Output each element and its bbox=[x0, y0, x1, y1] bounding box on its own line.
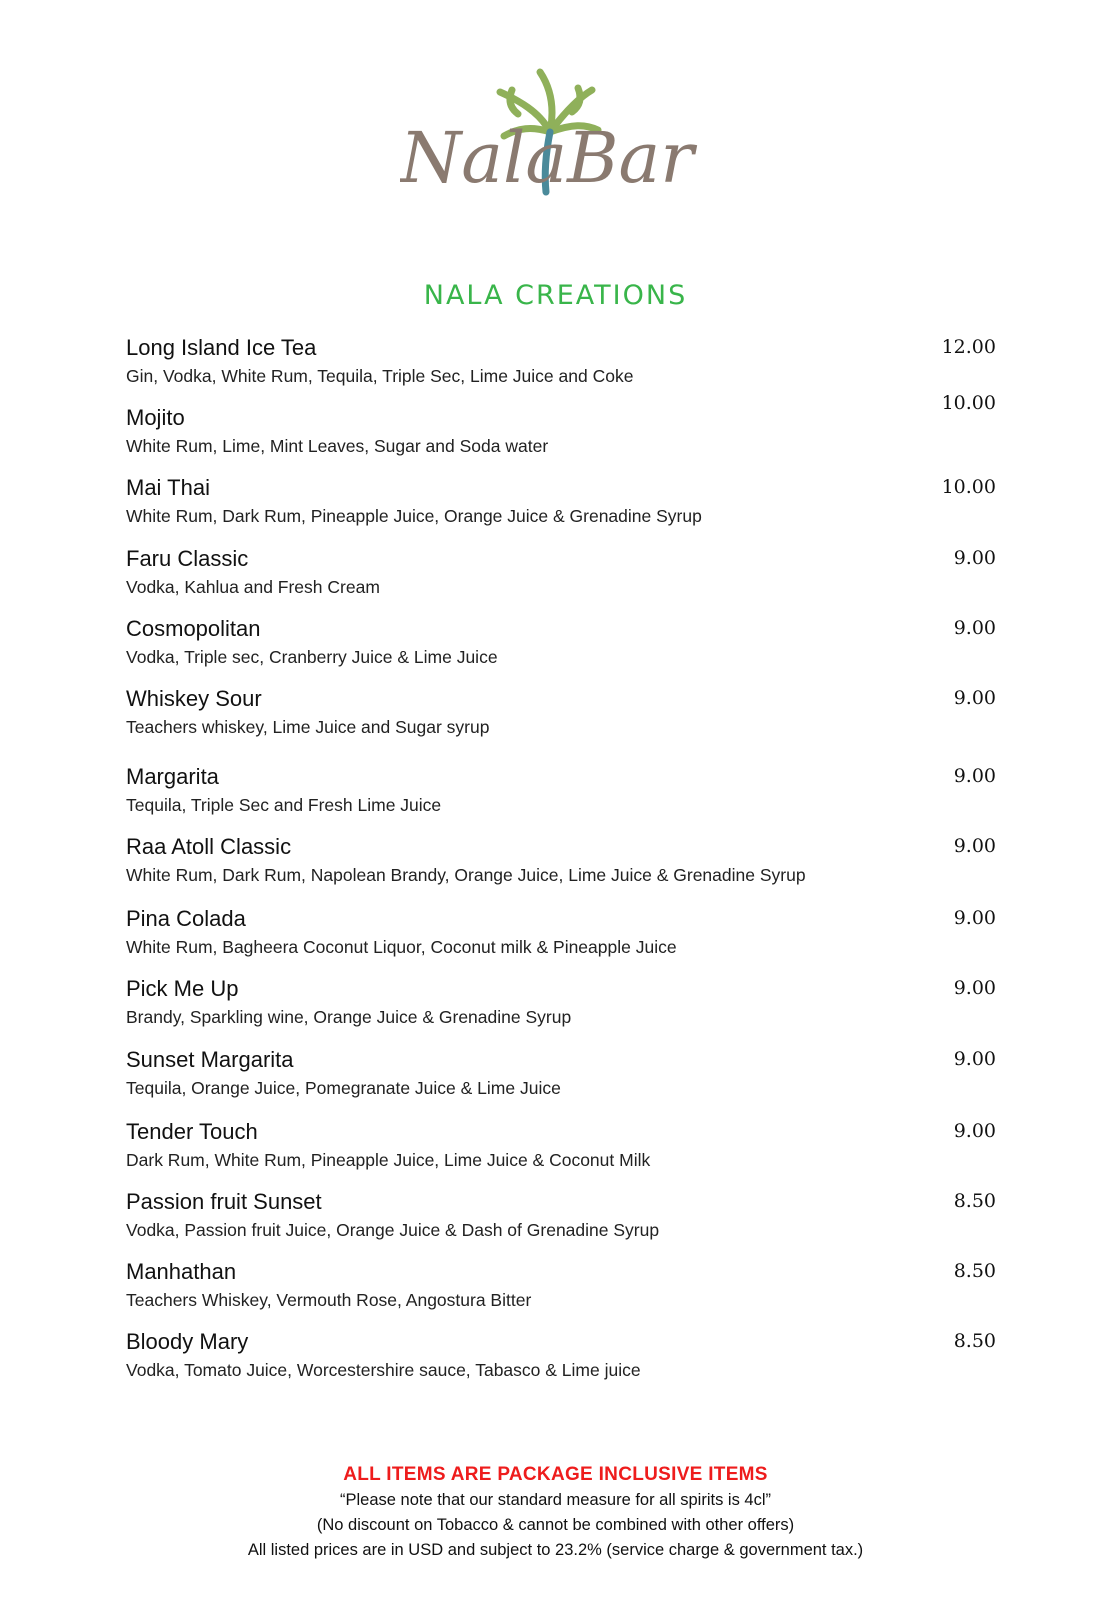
item-price: 9.00 bbox=[953, 765, 996, 787]
item-price: 12.00 bbox=[941, 336, 996, 358]
menu-item bbox=[126, 975, 996, 1029]
item-description: White Rum, Bagheera Coconut Liquor, Coconut milk & Pineapple Juice bbox=[126, 937, 677, 957]
menu-item bbox=[126, 1258, 996, 1312]
menu-item bbox=[126, 1118, 996, 1172]
item-description: Gin, Vodka, White Rum, Tequila, Triple Sec, Lime Juice and Coke bbox=[126, 366, 634, 386]
item-price: 10.00 bbox=[941, 476, 996, 498]
item-price: 10.00 bbox=[941, 392, 996, 414]
item-price: 9.00 bbox=[953, 977, 996, 999]
menu-item bbox=[126, 334, 996, 388]
item-price: 8.50 bbox=[953, 1190, 996, 1212]
item-description: Vodka, Triple sec, Cranberry Juice & Lime Juice bbox=[126, 647, 498, 667]
item-description: White Rum, Lime, Mint Leaves, Sugar and Soda water bbox=[126, 436, 549, 456]
logo-wordmark: NalaBar bbox=[400, 117, 694, 199]
item-price: 9.00 bbox=[953, 687, 996, 709]
package-notice: ALL ITEMS ARE PACKAGE INCLUSIVE ITEMS bbox=[343, 1464, 768, 1485]
item-description: Vodka, Passion fruit Juice, Orange Juice & Dash of Grenadine Syrup bbox=[126, 1220, 660, 1240]
menu-item bbox=[126, 905, 996, 959]
item-price: 9.00 bbox=[953, 835, 996, 857]
item-price: 8.50 bbox=[953, 1330, 996, 1352]
section-title: NALA CREATIONS bbox=[423, 280, 688, 311]
item-description: Teachers Whiskey, Vermouth Rose, Angostura Bitter bbox=[126, 1290, 532, 1310]
item-description: Brandy, Sparkling wine, Orange Juice & Grenadine Syrup bbox=[126, 1007, 572, 1027]
menu-item bbox=[126, 1328, 996, 1382]
item-description: Vodka, Kahlua and Fresh Cream bbox=[126, 577, 380, 597]
menu-item bbox=[126, 545, 996, 599]
menu-item bbox=[126, 833, 996, 887]
item-price: 8.50 bbox=[953, 1260, 996, 1282]
discount-note: (No discount on Tobacco & cannot be combined with other offers) bbox=[316, 1516, 795, 1534]
item-name: Tender Touch bbox=[126, 1119, 258, 1144]
item-description: Teachers whiskey, Lime Juice and Sugar syrup bbox=[126, 717, 490, 737]
item-price: 9.00 bbox=[953, 617, 996, 639]
item-name: Mai Thai bbox=[126, 475, 210, 500]
item-name: Margarita bbox=[126, 764, 219, 789]
item-description: Tequila, Orange Juice, Pomegranate Juice & Lime Juice bbox=[126, 1078, 561, 1098]
item-name: Bloody Mary bbox=[126, 1329, 249, 1354]
menu-item bbox=[126, 1046, 996, 1100]
menu-item bbox=[126, 1188, 996, 1242]
item-name: Pina Colada bbox=[126, 906, 246, 931]
menu-item bbox=[126, 763, 996, 817]
item-name: Manhathan bbox=[126, 1259, 237, 1284]
menu-item bbox=[126, 474, 996, 528]
item-name: Mojito bbox=[126, 405, 185, 430]
footer bbox=[0, 1462, 1111, 1563]
item-description: Tequila, Triple Sec and Fresh Lime Juice bbox=[126, 795, 442, 815]
item-description: White Rum, Dark Rum, Napolean Brandy, Orange Juice, Lime Juice & Grenadine Syrup bbox=[126, 865, 806, 885]
item-name: Cosmopolitan bbox=[126, 616, 261, 641]
item-price: 9.00 bbox=[953, 547, 996, 569]
item-name: Faru Classic bbox=[126, 546, 249, 571]
item-name: Long Island Ice Tea bbox=[126, 335, 317, 360]
menu-item bbox=[126, 685, 996, 739]
item-name: Raa Atoll Classic bbox=[126, 834, 292, 859]
measure-note: “Please note that our standard measure for all spirits is 4cl” bbox=[339, 1491, 772, 1509]
tax-note: All listed prices are in USD and subject to 23.2% (service charge & government tax.) bbox=[247, 1541, 864, 1559]
menu-item bbox=[126, 392, 996, 458]
item-price: 9.00 bbox=[953, 907, 996, 929]
item-name: Sunset Margarita bbox=[126, 1047, 294, 1072]
item-description: Dark Rum, White Rum, Pineapple Juice, Lime Juice & Coconut Milk bbox=[126, 1150, 651, 1170]
item-description: Vodka, Tomato Juice, Worcestershire sauce, Tabasco & Lime juice bbox=[126, 1360, 641, 1380]
menu-item bbox=[126, 615, 996, 669]
item-name: Pick Me Up bbox=[126, 976, 239, 1001]
item-price: 9.00 bbox=[953, 1120, 996, 1142]
item-price: 9.00 bbox=[953, 1048, 996, 1070]
item-name: Passion fruit Sunset bbox=[126, 1189, 322, 1214]
item-name: Whiskey Sour bbox=[126, 686, 262, 711]
item-description: White Rum, Dark Rum, Pineapple Juice, Orange Juice & Grenadine Syrup bbox=[126, 506, 702, 526]
